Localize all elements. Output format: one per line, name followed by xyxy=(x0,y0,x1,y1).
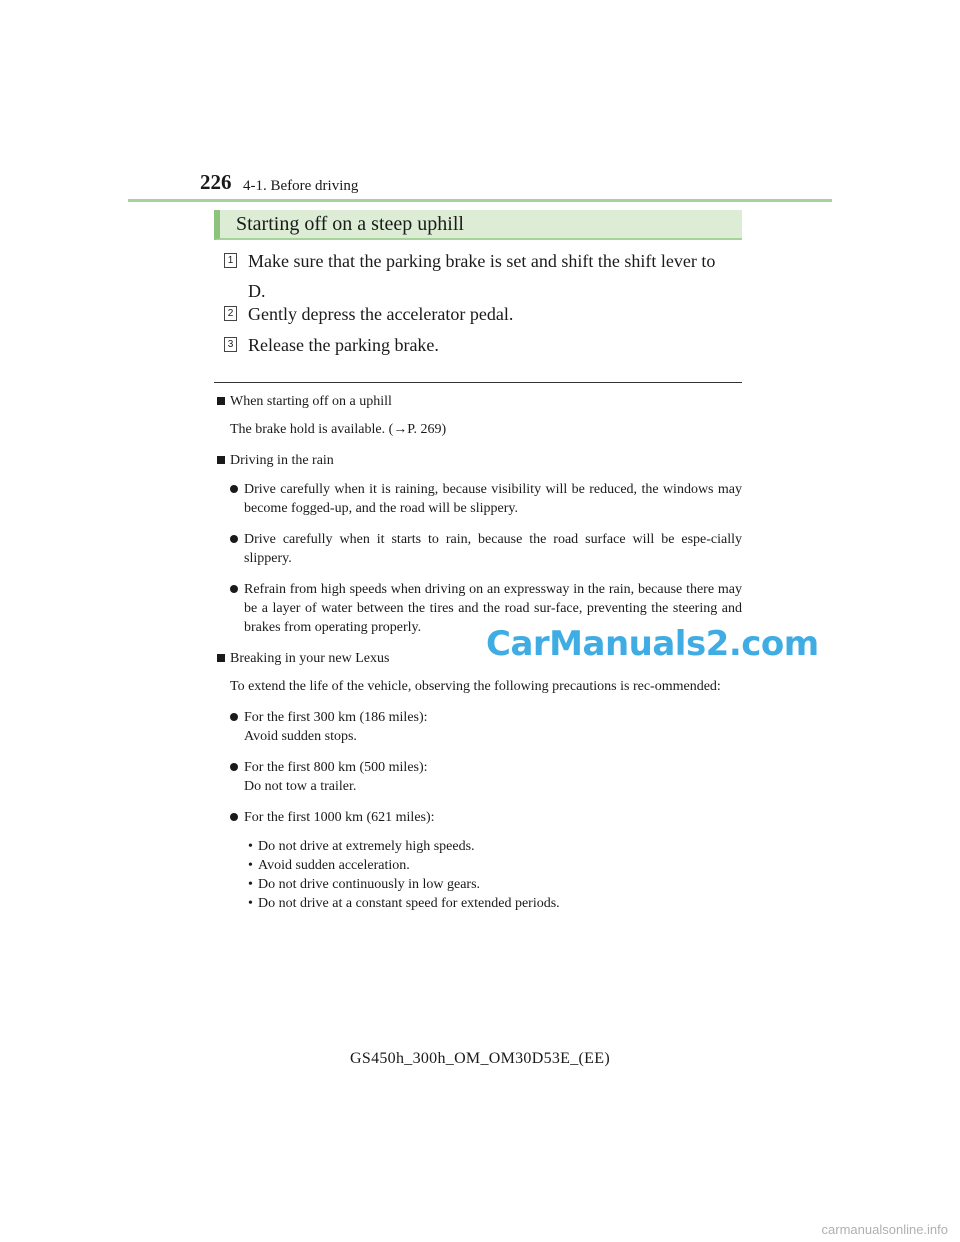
step-text xyxy=(248,246,748,306)
square-bullet-icon xyxy=(217,397,225,405)
sub-bullet-text: Do not drive at extremely high speeds. xyxy=(258,839,475,854)
section-title: 4-1. Before driving xyxy=(243,178,359,194)
round-bullet-icon xyxy=(230,763,238,771)
bullet-item xyxy=(214,530,742,568)
bullet-text: Refrain from high speeds when driving on an expressway in the rain, because there may be a layer of water between the tires and the road sur-face, preventing the steering and brakes from operating properly. xyxy=(244,582,742,635)
bullet-line: For the first 300 km (186 miles): xyxy=(244,710,428,725)
round-bullet-icon xyxy=(230,535,238,543)
bullet-item xyxy=(214,758,742,796)
note-uphill xyxy=(214,392,742,411)
round-bullet-icon xyxy=(230,585,238,593)
square-bullet-icon xyxy=(217,654,225,662)
note-title: When starting off on a uphill xyxy=(230,394,392,409)
bullet-line: Avoid sudden stops. xyxy=(244,729,357,744)
bullet-item xyxy=(214,708,742,746)
step-number: 2 xyxy=(224,306,237,321)
bullet-dot-icon: • xyxy=(248,858,253,873)
round-bullet-icon xyxy=(230,713,238,721)
step-text-line: D. xyxy=(248,281,266,301)
bullet-line: For the first 800 km (500 miles): xyxy=(244,760,428,775)
note-title: Driving in the rain xyxy=(230,453,334,468)
bullet-text: Drive carefully when it starts to rain, because the road surface will be espe-cially slippery. xyxy=(244,532,742,566)
step-number: 1 xyxy=(224,253,237,268)
bullet-line: Do not tow a trailer. xyxy=(244,779,357,794)
bullet-item xyxy=(214,480,742,518)
bullet-line: For the first 1000 km (621 miles): xyxy=(244,810,435,825)
note-body: To extend the life of the vehicle, observing the following precautions is rec-ommended: xyxy=(230,679,721,694)
bullet-text: Drive carefully when it is raining, because visibility will be reduced, the windows may become fogged-up, and the road will be slippery. xyxy=(244,482,742,516)
round-bullet-icon xyxy=(230,485,238,493)
bullet-dot-icon: • xyxy=(248,839,253,854)
sub-bullet-item xyxy=(214,875,742,894)
section-heading-box xyxy=(214,210,742,240)
bullet-dot-icon: • xyxy=(248,896,253,911)
step-number: 3 xyxy=(224,337,237,352)
sub-bullet-text: Do not drive at a constant speed for extended periods. xyxy=(258,896,560,911)
note-rain xyxy=(214,451,742,470)
step-text: Gently depress the accelerator pedal. xyxy=(248,304,514,324)
step-text-line: Make sure that the parking brake is set and shift the shift lever to xyxy=(248,251,716,271)
note-body: The brake hold is available. (→P. 269) xyxy=(230,422,447,437)
bullet-dot-icon: • xyxy=(248,877,253,892)
sub-bullet-list xyxy=(214,837,742,913)
footer-code: GS450h_300h_OM_OM30D53E_(EE) xyxy=(350,1050,610,1067)
divider xyxy=(214,382,742,383)
note-title: Breaking in your new Lexus xyxy=(230,651,390,666)
section-heading: Starting off on a steep uphill xyxy=(236,213,464,235)
sub-bullet-item xyxy=(214,856,742,875)
sub-bullet-text: Avoid sudden acceleration. xyxy=(258,858,410,873)
sub-bullet-text: Do not drive continuously in low gears. xyxy=(258,877,481,892)
sub-bullet-item xyxy=(214,894,742,913)
step-text: Release the parking brake. xyxy=(248,335,439,355)
square-bullet-icon xyxy=(217,456,225,464)
round-bullet-icon xyxy=(230,813,238,821)
header-rule xyxy=(128,199,832,202)
bullet-item xyxy=(214,808,742,827)
watermark-logo: CarManuals2.com xyxy=(486,624,819,664)
sub-bullet-item xyxy=(214,837,742,856)
page-number: 226 xyxy=(200,170,232,194)
site-watermark: carmanualsonline.info xyxy=(821,1222,948,1237)
